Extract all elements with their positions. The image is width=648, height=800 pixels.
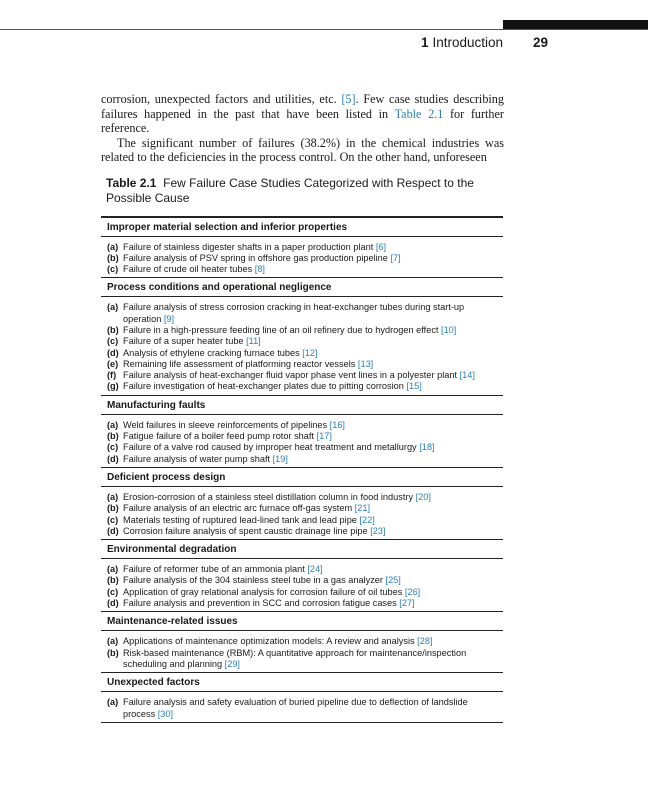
citation-link[interactable]: [28] bbox=[417, 636, 433, 647]
item-text: Application of gray relational analysis for corrosion failure of oil tubes bbox=[123, 586, 405, 597]
item-label: (g) bbox=[107, 381, 119, 392]
list-item bbox=[107, 325, 497, 336]
citation-link[interactable]: [5] bbox=[341, 92, 356, 106]
table-section-heading: Improper material selection and inferior properties bbox=[107, 221, 348, 233]
item-label: (c) bbox=[107, 336, 119, 347]
table-section-items bbox=[101, 631, 503, 672]
list-item bbox=[107, 370, 497, 381]
item-label: (d) bbox=[107, 347, 119, 358]
table-section-items bbox=[101, 559, 503, 611]
table-label: Table 2.1 bbox=[106, 176, 157, 190]
paragraph-1-text-b: . Few case studies describing failures happened in the past that have been listed in bbox=[101, 92, 504, 121]
table-section-heading: Manufacturing faults bbox=[107, 399, 206, 411]
table-section-items bbox=[101, 692, 503, 722]
list-item bbox=[107, 348, 497, 359]
item-text: Failure analysis and safety evaluation of buried pipeline due to deflection of landslide process bbox=[123, 697, 468, 719]
item-label: (a) bbox=[107, 636, 119, 647]
list-item bbox=[107, 697, 497, 720]
item-text: Failure analysis of the 304 stainless steel tube in a gas analyzer bbox=[123, 575, 386, 586]
list-item bbox=[107, 587, 497, 598]
citation-link[interactable]: [8] bbox=[254, 264, 265, 275]
running-head bbox=[0, 35, 648, 53]
list-item bbox=[107, 515, 497, 526]
citation-link[interactable]: [10] bbox=[441, 324, 457, 335]
item-label: (a) bbox=[107, 241, 119, 252]
list-item bbox=[107, 598, 497, 609]
list-item bbox=[107, 442, 497, 453]
item-label: (c) bbox=[107, 586, 119, 597]
item-text: Failure of stainless digester shafts in a paper production plant bbox=[123, 241, 376, 252]
citation-link[interactable]: [19] bbox=[272, 453, 288, 464]
table-section-items bbox=[101, 487, 503, 539]
item-label: (b) bbox=[107, 324, 119, 335]
citation-link[interactable]: [7] bbox=[390, 252, 401, 263]
item-label: (a) bbox=[107, 697, 119, 708]
paragraph-2: The significant number of failures (38.2%) in the chemical industries was related to the deficiencies in the process control. On the other hand, unforeseen bbox=[101, 135, 504, 164]
item-label: (f) bbox=[107, 370, 117, 381]
item-text: Erosion-corrosion of a stainless steel distillation column in food industry bbox=[123, 491, 416, 502]
item-text: Failure of a super heater tube bbox=[123, 336, 247, 347]
item-text: Failure in a high-pressure feeding line of an oil refinery due to hydrogen effect bbox=[123, 324, 442, 335]
item-label: (d) bbox=[107, 598, 119, 609]
item-label: (c) bbox=[107, 514, 119, 525]
item-text: Failure of reformer tube of an ammonia plant bbox=[123, 564, 308, 575]
table-bottom-rule bbox=[101, 722, 503, 724]
table-section-items bbox=[101, 297, 503, 394]
item-text: Failure investigation of heat-exchanger plates due to pitting corrosion bbox=[123, 381, 407, 392]
item-text: Remaining life assessment of platforming reactor vessels bbox=[123, 358, 358, 369]
list-item bbox=[107, 264, 497, 275]
table-section-heading: Maintenance-related issues bbox=[107, 616, 238, 628]
item-label: (d) bbox=[107, 525, 119, 536]
item-label: (b) bbox=[107, 503, 119, 514]
item-label: (c) bbox=[107, 442, 119, 453]
paragraph-1-text-c: for further reference. bbox=[101, 106, 504, 135]
item-text: Failure of a valve rod caused by improper heat treatment and metallurgy bbox=[123, 442, 420, 453]
item-label: (a) bbox=[107, 491, 119, 502]
table-section-heading: Deficient process design bbox=[107, 471, 226, 483]
table-section-items bbox=[101, 237, 503, 278]
item-text: Failure analysis and prevention in SCC and corrosion fatigue cases bbox=[123, 598, 400, 609]
list-item bbox=[107, 420, 497, 431]
citation-link[interactable]: [24] bbox=[307, 564, 323, 575]
item-text: Applications of maintenance optimization models: A review and analysis bbox=[123, 636, 418, 647]
list-item bbox=[107, 575, 497, 586]
item-text: Weld failures in sleeve reinforcements of pipelines bbox=[123, 419, 330, 430]
list-item bbox=[107, 648, 497, 671]
item-label: (a) bbox=[107, 302, 119, 313]
item-label: (b) bbox=[107, 575, 119, 586]
item-text: Risk-based maintenance (RBM): A quantitative approach for maintenance/inspection scheduling and planning bbox=[123, 647, 467, 669]
item-text: Failure analysis of an electric arc furnace off-gas system bbox=[123, 503, 355, 514]
list-item bbox=[107, 636, 497, 647]
item-text: Analysis of ethylene cracking furnace tubes bbox=[123, 347, 303, 358]
list-item bbox=[107, 454, 497, 465]
item-label: (e) bbox=[107, 358, 119, 369]
citation-link[interactable]: [18] bbox=[419, 442, 435, 453]
citation-link[interactable]: [12] bbox=[302, 347, 318, 358]
paragraph-1 bbox=[101, 92, 504, 136]
list-item bbox=[107, 336, 497, 347]
table-caption bbox=[106, 176, 496, 206]
table-section-heading: Environmental degradation bbox=[107, 544, 237, 556]
item-label: (c) bbox=[107, 264, 119, 275]
citation-link[interactable]: [21] bbox=[354, 503, 370, 514]
citation-link[interactable]: [6] bbox=[375, 241, 387, 252]
list-item bbox=[107, 431, 497, 442]
page-number: 29 bbox=[533, 35, 549, 50]
citation-link[interactable]: [26] bbox=[404, 586, 421, 597]
citation-link[interactable]: [15] bbox=[406, 381, 422, 392]
item-text: Failure analysis of water pump shaft bbox=[123, 453, 273, 464]
citation-link[interactable]: [13] bbox=[357, 358, 374, 369]
item-label: (b) bbox=[107, 431, 119, 442]
citation-link[interactable]: [29] bbox=[224, 658, 240, 669]
list-item bbox=[107, 302, 497, 325]
citation-link[interactable]: [30] bbox=[157, 708, 174, 719]
table-caption-text: Few Failure Case Studies Categorized with Respect to the Possible Cause bbox=[106, 176, 474, 205]
citation-link[interactable]: [9] bbox=[163, 313, 175, 324]
list-item bbox=[107, 242, 497, 253]
item-text: Failure of crude oil heater tubes bbox=[123, 264, 255, 275]
item-label: (a) bbox=[107, 564, 119, 575]
chapter-heading bbox=[421, 35, 503, 50]
citation-link[interactable]: [16] bbox=[329, 419, 345, 430]
list-item bbox=[107, 564, 497, 575]
table-section-heading: Process conditions and operational negligence bbox=[107, 282, 332, 294]
item-label: (b) bbox=[107, 647, 119, 658]
table-section-items bbox=[101, 415, 503, 467]
item-text: Failure analysis of stress corrosion cracking in heat-exchanger tubes during start-up operation bbox=[123, 302, 465, 324]
item-label: (d) bbox=[107, 453, 119, 464]
chapter-number: 1 bbox=[420, 35, 429, 50]
item-label: (b) bbox=[107, 252, 119, 263]
citation-link[interactable]: [14] bbox=[459, 370, 475, 381]
table-section-heading: Unexpected factors bbox=[107, 677, 200, 689]
item-text: Failure analysis of PSV spring in offshore gas production pipeline bbox=[123, 252, 391, 263]
list-item bbox=[107, 503, 497, 514]
list-item bbox=[107, 359, 497, 370]
citation-link[interactable]: [27] bbox=[399, 598, 415, 609]
citation-link[interactable]: [22] bbox=[359, 514, 375, 525]
citation-link[interactable]: [11] bbox=[246, 336, 261, 347]
chapter-title: Introduction bbox=[432, 35, 503, 50]
item-label: (a) bbox=[107, 419, 119, 430]
failure-case-table bbox=[101, 216, 503, 723]
citation-link[interactable]: [20] bbox=[415, 491, 431, 502]
item-text: Fatigue failure of a boiler feed pump rotor shaft bbox=[123, 431, 317, 442]
body-text bbox=[101, 92, 504, 165]
list-item bbox=[107, 253, 497, 264]
item-text: Materials testing of ruptured lead-lined tank and lead pipe bbox=[123, 514, 360, 525]
paragraph-1-text-a: corrosion, unexpected factors and utilities, etc. bbox=[101, 92, 342, 106]
item-text: Failure analysis of heat-exchanger fluid vapor phase vent lines in a polyester plant bbox=[123, 370, 460, 381]
list-item bbox=[107, 381, 497, 392]
table-reference-link[interactable]: Table 2.1 bbox=[394, 106, 444, 121]
citation-link[interactable]: [23] bbox=[370, 525, 386, 536]
header-rule bbox=[0, 29, 648, 30]
list-item bbox=[107, 492, 497, 503]
list-item bbox=[107, 526, 497, 537]
citation-link[interactable]: [17] bbox=[316, 431, 332, 442]
citation-link[interactable]: [25] bbox=[385, 575, 401, 586]
item-text: Corrosion failure analysis of spent caustic drainage line pipe bbox=[123, 525, 371, 536]
